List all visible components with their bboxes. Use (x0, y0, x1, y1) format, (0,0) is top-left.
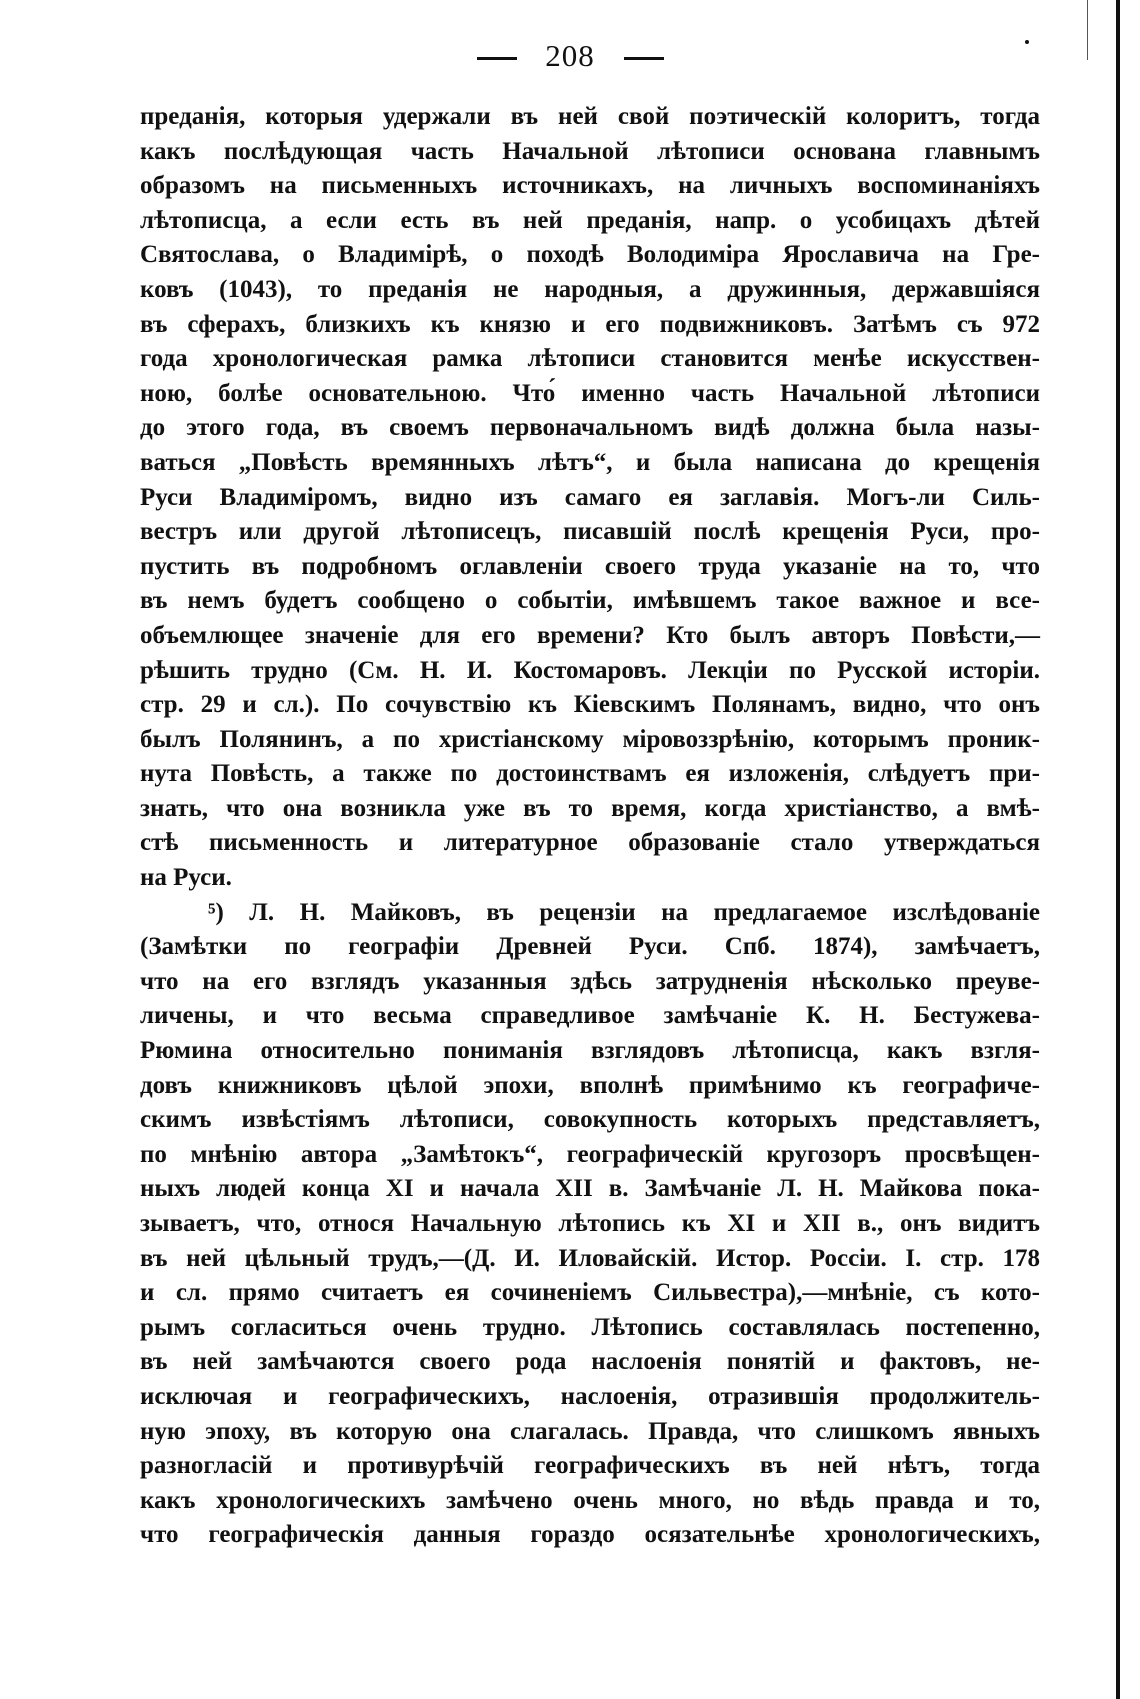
text-line: Руси Владиміромъ, видно изъ самаго ея заглавія. Могъ-ли Силь- (140, 483, 1040, 511)
text-line: въ сферахъ, близкихъ къ князю и его подвижниковъ. Затѣмъ съ 972 (140, 310, 1040, 338)
text-line: въ ней замѣчаются своего рода наслоенія понятій и фактовъ, не- (140, 1348, 1040, 1376)
text-line: довъ книжниковъ цѣлой эпохи, вполнѣ примѣнимо къ географиче- (140, 1071, 1040, 1099)
text-line: ную эпоху, въ которую она слагалась. Правда, что слишкомъ явныхъ (140, 1417, 1040, 1445)
page-edge-line (1116, 0, 1120, 1699)
text-line: стѣ письменность и литературное образованіе стало утверждаться (140, 829, 1040, 857)
text-line-paragraph-end: на Руси. (140, 864, 232, 892)
text-line: объемлющее значеніе для его времени? Кто былъ авторъ Повѣсти,— (140, 621, 1040, 649)
header-dash-left (477, 57, 517, 60)
text-line: лѣтописца, а если есть въ ней преданія, напр. о усобицахъ дѣтей (140, 206, 1040, 234)
text-line: что географическія данныя гораздо осязательнѣе хронологическихъ, (140, 1521, 1040, 1549)
text-line: (Замѣтки по географіи Древней Руси. Спб. 1874), замѣчаетъ, (140, 933, 1040, 961)
text-line: личены, и что весьма справедливое замѣчаніе К. Н. Бестужева- (140, 1002, 1040, 1030)
text-line: преданія, которыя удержали въ ней свой поэтическій колоритъ, тогда (140, 103, 1040, 130)
page-number: 208 (545, 38, 595, 73)
text-line: зываетъ, что, относя Начальную лѣтопись къ XI и XII в., онъ видитъ (140, 1210, 1040, 1237)
text-line: скимъ извѣстіямъ лѣтописи, совокупность которыхъ представляетъ, (140, 1106, 1040, 1134)
header-dash-right (624, 57, 664, 60)
text-line: рѣшить трудно (См. Н. И. Костомаровъ. Лекціи по Русской исторіи. (140, 656, 1040, 684)
text-line: въ ней цѣльный трудъ,—(Д. И. Иловайскій. Истор. Россіи. I. стр. 178 (140, 1244, 1040, 1272)
body-text (140, 100, 1040, 1553)
text-line: нута Повѣсть, а также по достоинствамъ ея изложенія, слѣдуетъ при- (140, 760, 1040, 788)
text-line: и сл. прямо считаетъ ея сочиненіемъ Сильвестра),—мнѣніе, съ кото- (140, 1279, 1040, 1307)
text-line: ною, болѣе основательною. Что́ именно часть Начальной лѣтописи (140, 379, 1040, 407)
text-line: образомъ на письменныхъ источникахъ, на личныхъ воспоминаніяхъ (140, 172, 1040, 200)
text-line: что на его взглядъ указанныя здѣсь затрудненія нѣсколько преуве- (140, 967, 1040, 995)
page-header (0, 38, 1140, 74)
text-line: вестръ или другой лѣтописецъ, писавшій послѣ крещенія Руси, про- (140, 518, 1040, 546)
text-line: исключая и географическихъ, наслоенія, отразившія продолжитель- (140, 1382, 1040, 1410)
text-line: пустить въ подробномъ оглавленіи своего труда указаніе на то, что (140, 552, 1040, 580)
text-line: Святослава, о Владимірѣ, о походѣ Володиміра Ярославича на Гре- (140, 241, 1040, 269)
text-line: до этого года, въ своемъ первоначальномъ видѣ должна была назы- (140, 414, 1040, 442)
text-line: ваться „Повѣсть времянныхъ лѣтъ“, и была написана до крещенія (140, 448, 1040, 476)
text-line: какъ послѣдующая часть Начальной лѣтописи основана главнымъ (140, 137, 1040, 165)
text-line: ковъ (1043), то преданія не народныя, а дружинныя, державшіяся (140, 275, 1040, 303)
text-line: въ немъ будетъ сообщено о событіи, имѣвшемъ такое важное и все- (140, 587, 1040, 615)
text-line: по мнѣнію автора „Замѣтокъ“, географическій кругозоръ просвѣщен- (140, 1140, 1040, 1168)
text-line: стр. 29 и сл.). По сочувствію къ Кіевскимъ Полянамъ, видно, что онъ (140, 691, 1040, 719)
text-line: былъ Полянинъ, а по христіанскому міровоззрѣнію, которымъ проник- (140, 725, 1040, 753)
text-line: знать, что она возникла уже въ то время, когда христіанство, а вмѣ- (140, 794, 1040, 822)
text-line: разногласій и противурѣчій географическихъ въ ней нѣтъ, тогда (140, 1452, 1040, 1480)
text-line: рымъ согласиться очень трудно. Лѣтопись составлялась постепенно, (140, 1313, 1040, 1341)
text-line: ныхъ людей конца XI и начала XII в. Замѣчаніе Л. Н. Майкова пока- (140, 1175, 1040, 1203)
text-line: года хронологическая рамка лѣтописи становится менѣе искусствен- (140, 345, 1040, 373)
footnote-start-line: ⁵) Л. Н. Майковъ, въ рецензіи на предлагаемое изслѣдованіе (208, 898, 1040, 926)
text-line: Рюмина относительно пониманія взглядовъ лѣтописца, какъ взгля- (140, 1037, 1040, 1065)
text-line: какъ хронологическихъ замѣчено очень много, но вѣдь правда и то, (140, 1486, 1040, 1514)
